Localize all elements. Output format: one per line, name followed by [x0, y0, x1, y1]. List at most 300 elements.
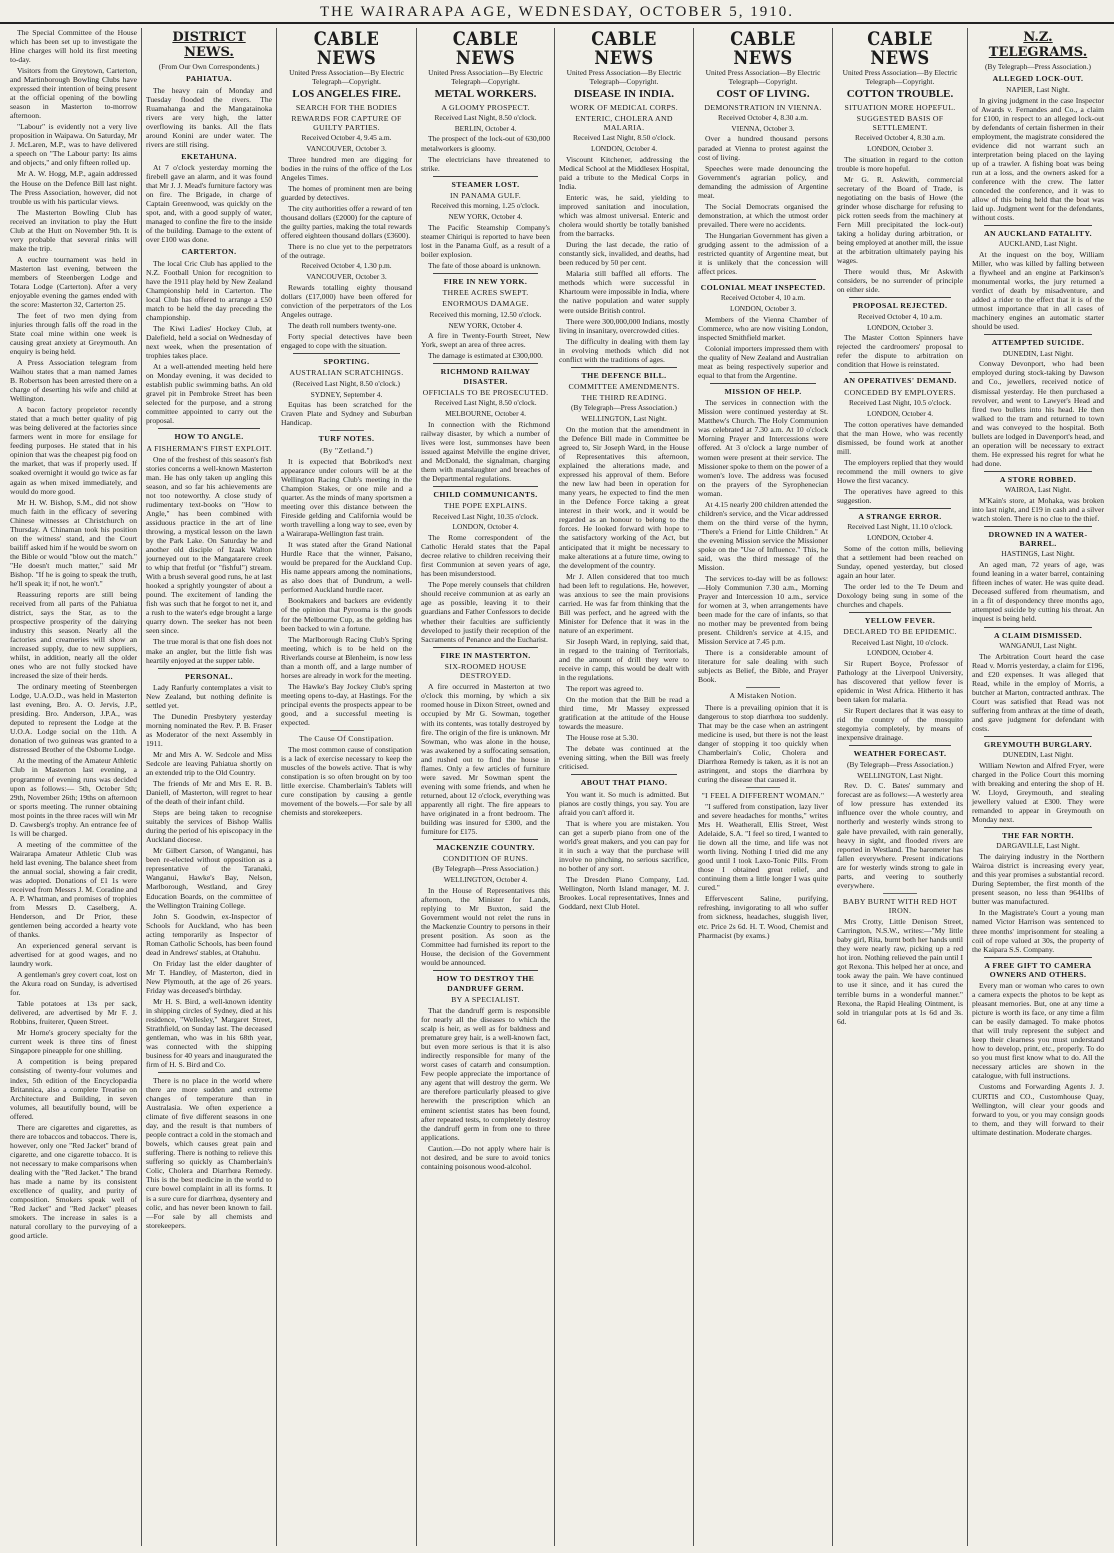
paragraph: The dairying industry in the Northern Wairoa district is increasing every year, and this year promises a substantial record. During September, the first month of the present season, no less than 9641lbs of butter was manufactured.: [972, 852, 1104, 907]
divider: [330, 730, 364, 731]
paragraph: A euchre tournament was held in Masterton last evening, between the members of Steenbergen Lodge and Totara Lodge (Carterton). After a very enjoyable evening the games ended with the score: Masterton 32, Carterton 25.: [10, 254, 137, 309]
divider: [746, 787, 780, 788]
divider: [849, 612, 951, 613]
dateline: Received this morning, 1.25 o'clock.: [431, 201, 540, 211]
story-paragraphs: [972, 560, 1104, 623]
paragraph: At a well-attended meeting held here on Monday evening, it was decided to establish public swimming baths. An old gravel pit in Pembroke Street has been selected for the purpose, and a strong committee appointed to carry out the proposal.: [146, 362, 272, 426]
paragraph: The services in connection with the Mission were continued yesterday at St. Matthew's Church. The Holy Communion was celebrated at 7.30 a.m. At 10 o'clock Morning Prayer and Intercessions were offered. At 3 o'clock a large number of women were present at their service. The Missioner spoke to them on the power of a women's love. The address was focused on the prayers of the Syrophenecian woman.: [698, 398, 828, 498]
story-headline: DISEASE IN INDIA.: [574, 88, 674, 101]
story-headline: A Mistaken Notion.: [729, 691, 797, 701]
column-6: [694, 28, 833, 1546]
paragraph: John S. Goodwin, ex-Inspector of Schools for Auckland, who has been acting temporarily as Inspector of Roman Catholic Schools, has been found dead in Andrews' stables, at Otahuhu.: [146, 911, 272, 957]
paragraph: Sir Rupert Boyce, Professor of Pathology at the Liverpool University, has discovered that yellow fever is epidemic in West Africa. Hitherto it has been taken for malaria.: [837, 659, 963, 705]
paragraph: Mrs Crotty, Little Denison Street, Carrington, N.S.W., writes:—"My little baby girl, Rita, burnt both her hands until they were nearly raw, picking up a red hot iron. Nothing relieved the pain until I got Rexona. This helped her at once, and took away the pain. We have continued to use it since, and it has cured the terrible burns in a wonderful manner." Rexona, the Rapid Healing Ointment, is sold in triangular pots at 1s 6d and 3s. 6d.: [837, 917, 963, 1026]
column-8: [968, 28, 1108, 1546]
dateline-place: SYDNEY, September 4.: [310, 389, 383, 399]
dateline: Received October 4, 10 a.m.: [857, 311, 943, 321]
paragraph: The Special Committee of the House which has been set up to investigate the Hine charges will hold its first meeting to-day.: [10, 28, 137, 65]
angle-paragraphs: [146, 455, 272, 665]
cable-news-credit: United Press Association—By Electric Telegraph—Copyright.: [289, 68, 404, 86]
personal-paragraphs: [146, 683, 272, 1069]
story-paragraphs: [281, 155, 412, 260]
paragraph: The Social Democrats organised the demonstration, at which the utmost order prevailed. There were no accidents.: [698, 201, 828, 229]
eketahuna-paragraphs: [146, 163, 272, 244]
divider: [330, 430, 364, 431]
story-subheading: IN PANAMA GULF.: [450, 190, 521, 200]
story-headline: WEATHER FORECAST.: [853, 749, 947, 759]
story-headline: COST OF LIVING.: [716, 88, 810, 101]
paragraph: Mr and Mrs A. W. Sedcole and Miss Sedcole are leaving Pahiatua shortly on an extended trip to the Old Country.: [146, 750, 272, 778]
divider: [710, 383, 816, 384]
paragraph: A Press Association telegram from Waihou states that a man named James B. Robertson has been arrested there on a charge of deserting his wife and child at Wellington.: [10, 358, 137, 404]
paragraph: "I suffered from constipation, lazy liver and severe headaches for months," writes Mrs H. Weatherall, Ellis Street, West Adelaide, S.A. "I feel so tired, I wanted to lie down all the time, and life was not worth living. Nothing I tried did me any good until I took Laxo-Tonic Pills. From those I obtained great relief, and continuing them a little longer I was quite cured.": [698, 802, 828, 893]
paragraph: The operatives have agreed to this suggestion.: [837, 486, 963, 505]
divider: [746, 687, 780, 688]
story-headline: PROPOSAL REJECTED.: [852, 301, 948, 311]
paragraph: You want it. So much is admitted. But pianos are costly things, you say. You are afraid you can't afford it.: [559, 789, 689, 817]
story-paragraphs: [837, 155, 963, 294]
paragraph: A meeting of the committee of the Wairarapa Amateur Athletic Club was held last evening. The balance sheet from the annual social, showing a fair credit, was adopted. Donations of £1 1s were received from Messrs J. M. Coradine and A. P. Whatman, and promises of trophies from Messrs D. Caselberg, A. Henderson, and Dr Prior, these gentlemen being accorded a hearty vote of thanks.: [10, 839, 137, 940]
paragraph: On the motion that the amendment in the Defence Bill made in Committee be agreed to, Sir Joseph Ward, in the House of Representatives this afternoon, explained the alterations made, and expressed his approval of them. Before the new law had been in operation for many years, he expected to find the men in the Defence Force taking a great interest in their work, and it would be regarded as an honour to belong to the forces. He looked forward with hope to the satisfactory working of the Act, but anticipated that it might be necessary to make alterations at a future time, owing to the development of the country.: [559, 425, 689, 570]
paragraph: A competition is being prepared consisting of twenty-four volumes and index, 5th edition of the Encyclopædia Britannica, also a complete Treatise on Architecture and Building, in seven volumes, all beautifully bound, will be offered.: [10, 1057, 137, 1121]
dateline: (By Telegraph—Press Association.): [571, 403, 677, 413]
paragraph: On the motion that the Bill be read a third time, Mr Massey expressed gratification at the attitude of the House towards the measure.: [559, 695, 689, 732]
dateline-place: VANCOUVER, October 3.: [306, 144, 387, 154]
divider: [849, 508, 951, 509]
dateline: Received Last Night, 8.50 o'clock.: [434, 112, 537, 122]
paragraph: There is a prevailing opinion that it is dangerous to stop diarrhœa too suddenly. That may be the case when an astringent medicine is used, but there is not the least danger of stopping it too quickly when Chamberlain's Colic, Cholera and Diarrhœa Remedy is taken, as it is not an astringent, and stops the diarrhœa by curing the disease that caused it.: [698, 702, 828, 784]
dateline-place: NEW YORK, October 4.: [448, 211, 523, 221]
dateline-place: VIENNA, October 3.: [731, 123, 795, 133]
story-paragraphs: [421, 223, 550, 270]
dateline-place: DARGAVILLE, Last Night.: [996, 841, 1080, 851]
story-headline: METAL WORKERS.: [434, 88, 537, 101]
divider: [293, 353, 400, 354]
divider: [571, 774, 677, 775]
story-headline: MISSION OF HELP.: [724, 387, 802, 397]
dateline: Received Last Night, 11.10 o'clock.: [847, 522, 953, 532]
paragraph: Lady Ranfurly contemplates a visit to New Zealand, but nothing definite is settled yet.: [146, 682, 272, 710]
paragraph: The Rome correspondent of the Catholic Herald states that the Papal decree relative to children receiving their first Communion at seven years of age, has been misunderstood.: [421, 533, 550, 579]
paragraph: The most common cause of constipation is a lack of exercise necessary to keep the muscles of the bowels active. That is why constipation is so often brought on by too little exercise. Chamberlain's Tablets will cure constipation by causing a gentle movement of the bowels.—For sale by all chemists and storekeepers.: [281, 745, 412, 818]
dateline: Received October 4, 1.30 p.m.: [301, 261, 392, 271]
dateline-place: VANCOUVER, October 3.: [306, 272, 387, 282]
paragraph: There were 300,000,000 Indians, mostly living in insanitary, overcrowded cities.: [559, 316, 689, 335]
paragraph: "Labour" is evidently not a very live proposition in Waipawa. On Saturday, Mr J. McLaren, M.P., was to have delivered a speech on "The Labour party: Its aims and objects," and only fifteen rolled up.: [10, 122, 137, 168]
story-headline: GREYMOUTH BURGLARY.: [984, 739, 1092, 749]
paragraph: Members of the Vienna Chamber of Commerce, who are now visiting London, inspected Smithfield market.: [698, 314, 828, 342]
story-subheading: BY A SPECIALIST.: [451, 994, 520, 1004]
story-subheading: WORK OF MEDICAL CORPS.: [569, 102, 679, 112]
paragraph: The cotton operatives have demanded that the man Howe, who was recently dismissed, be found work at another mill.: [837, 419, 963, 456]
dateline-place: WELLINGTON, Last Night.: [581, 414, 667, 424]
paragraph: Every man or woman who cares to own a camera expects the photos to be kept as pleasant memories. But, one at any time a picture is worth its face, or any time a film can be easily damaged. To make photos that will truly represent the subject and keep their clearness you must understand how to develop, print, etc., properly. To do so you must first know what to do. All the necessary articles are shown in the catalogue, with full instructions.: [972, 981, 1104, 1081]
paragraph: The Dunedin Presbytery yesterday morning nominated the Rev. P. B. Fraser as Moderator of the next Assembly in 1911.: [146, 711, 272, 749]
paragraph: Some of the cotton mills, believing that a settlement had been reached on Sunday, opened yesterday, but closed again an hour later.: [837, 543, 963, 580]
paragraph: In giving judgment in the case Inspector of Awards v. Fernandes and Co., a claim for £100, in respect to an alleged lock-out by defendants of certain fishermen in their employment, the magistrate considered the evidence did not warrant such an interpretation being placed on the laying up of a trawler. A fishing boat was being run at a loss, and the owners asked for a conference with the crew. The latter conceded the conference, and it was to allow of this being held that the boat was laid up. Judgment went for the defendants, without costs.: [972, 95, 1104, 222]
story-subheading: SEARCH FOR THE BODIES: [295, 102, 398, 112]
divider: [984, 225, 1092, 226]
story-headline: The Cause Of Constipation.: [299, 733, 394, 743]
divider: [849, 372, 951, 373]
district-news-title: DISTRICT NEWS.: [172, 30, 246, 61]
paragraph: Malaria still baffled all efforts. The methods which were successful in Khartoum were impossible in India, where the native population and water supply were outside British control.: [559, 269, 689, 315]
paragraph: Mr J. Allen considered that too much had been left to regulations. He, however, was anxious to see the main provisions carried. He was far from thinking that the Bill was perfect, and he agreed with the Minister for Defence that it was in the nature of an experiment.: [559, 571, 689, 635]
dateline: Received Last Night, 10 o'clock.: [851, 637, 949, 647]
story-headline: A STORE ROBBED.: [999, 474, 1077, 484]
cable-news-credit: United Press Association—By Electric Telegraph—Copyright.: [705, 68, 821, 86]
divider: [433, 839, 538, 840]
paragraph: Mr Horne's grocery specialty for the current week is three tins of finest Singapore pineapple for one shilling.: [10, 1028, 137, 1056]
paragraph: Conway Devonport, who had been employed during stock-taking by Dawson and Co., jewellers, received notice of dismissal yesterday. He then purchased a revolver, and went to Lawyer's Head and fired two bullets into his head. He then walked to the tram and returned to town and was conveyed to the hospital. Both bullets are lodged in Davenport's head, and an operation will be necessary to extract them. He expressed his regret for what he had done.: [972, 359, 1104, 468]
cable-news-title: CABLE NEWS: [313, 28, 380, 69]
dateline: (By Telegraph—Press Association.): [847, 759, 953, 769]
column-2: [142, 28, 277, 1546]
divider: [883, 893, 917, 894]
story-paragraphs: [972, 852, 1104, 953]
paragraph: The death roll numbers twenty-one.: [288, 321, 397, 331]
story-headline: COTTON TROUBLE.: [846, 88, 954, 101]
story-subheading: SIX-ROOMED HOUSE DESTROYED.: [444, 661, 527, 681]
paragraph: The Pacific Steamship Company's steamer Chiriqui is reported to have been lost in the Panama Gulf, as a result of a boiler explosion.: [421, 222, 550, 259]
divider: [984, 957, 1092, 958]
paragraph: The Hungarian Government has given a grudging assent to the admission of a restricted quantity of Argentine meat, but it is unlikely that the concession will affect prices.: [698, 230, 828, 276]
divider: [710, 279, 816, 280]
dateline: Received Last Night, 10.5 o'clock.: [848, 398, 952, 408]
paragraph: During the last decade, the ratio of constantly sick, invalided, and deaths, had been reduced by 50 per cent.: [559, 240, 689, 268]
dateline-place: LONDON, October 3.: [729, 304, 797, 314]
story-subheading: ENORMOUS DAMAGE.: [442, 299, 529, 309]
paragraph: One of the freshest of this season's fish stories concerns a well-known Masterton man. He has only taken up angling this season, and so far his achievements are not too noteworthy. A close study of rudimentary text-books on "How to Angle," has been combined with assiduous practice in the art of line throwing, a mystical lesson on the lawn by the Park Lake. On Saturday he and another old disciple of Izaak Walton journeyed out to the Mangatarere creek to whip that fretful (or "fishful") stream. With a brush several good runs, he at last hooked a sprightly youngster of about a pound. The excitement of landing the fish was such that he forgot to net it, and a rush to the water's edge brought a large quarry down. The seeker has not been seen since.: [146, 454, 272, 636]
dateline: Received October 4, 10 a.m.: [720, 293, 806, 303]
cable-news-title: CABLE NEWS: [867, 28, 933, 69]
paragraph: Equitas has been scratched for the Craven Plate and Sydney and Suburban Handicap.: [281, 400, 412, 428]
masthead: THE WAIRARAPA AGE, WEDNESDAY, OCTOBER 5, 1910.: [0, 0, 1114, 24]
story-paragraphs: [281, 283, 412, 350]
story-subheading: THE POPE EXPLAINS.: [443, 501, 528, 511]
divider: [433, 273, 538, 274]
paragraph: The employers replied that they would recommend the mill owners to give Howe the first vacancy.: [837, 457, 963, 485]
dateline: Received Last Night, 10.35 o'clock.: [432, 511, 539, 521]
story-paragraphs: [698, 703, 828, 784]
dateline-place: WELLINGTON, October 4.: [443, 875, 528, 885]
dateline-place: DUNEDIN, Last Night.: [1002, 750, 1074, 760]
cable-news-credit: United Press Association—By Electric Telegraph—Copyright.: [842, 68, 958, 86]
paragraph: The true moral is that one fish does not make an angler, but the little fish was heartily enjoyed at the supper table.: [146, 637, 272, 665]
place-heading-eketahuna: EKETAHUNA.: [181, 151, 237, 161]
paragraph: Customs and Forwarding Agents J. J. CURTIS and CO., Customhouse Quay, Wellington, will clear your goods and forward to you, or you may consign goods to them, and they will forward to their ultimate destination. Moderate charges.: [972, 1082, 1104, 1137]
story-headline: ATTEMPTED SUICIDE.: [991, 338, 1085, 348]
paragraph: The Hawke's Bay Jockey Club's spring meeting opens to-day, at Hastings. For the principal events the prospects appear to be good, and a successful meeting is expected.: [281, 681, 412, 727]
dateline-place: WANGANUI, Last Night.: [999, 640, 1077, 650]
story-subheading: THE THIRD READING.: [581, 393, 667, 403]
col1-paragraphs: [10, 28, 137, 1240]
place-heading-carterton: CARTERTON.: [181, 247, 237, 257]
column-3: [277, 28, 417, 1546]
story-headline: CHILD COMMUNICANTS.: [433, 490, 538, 500]
paragraph: There is a considerable amount of literature for sale dealing with such subjects as Belief, the Bible, and Prayer Book.: [698, 648, 828, 685]
cable-news-title: CABLE NEWS: [730, 28, 796, 69]
paragraph: The difficulty in dealing with them lay in evolving methods which did not conflict with the traditions of ages.: [559, 336, 689, 364]
story-subheading: DECLARED TO BE EPIDEMIC.: [843, 627, 957, 637]
paragraph: It was stated after the Grand National Hurdle Race that the winner, Paisano, would be prepared for the Auckland Cup. His name appears among the nominations, as also does that of Dundrum, a well-performed Auckland hurdle racer.: [281, 540, 412, 595]
paragraph: The fate of those aboard is unknown.: [428, 260, 541, 270]
story-paragraphs: [281, 745, 412, 817]
story-headline: TURF NOTES.: [318, 434, 375, 444]
story-paragraphs: [698, 134, 828, 275]
story-subheading: AUSTRALIAN SCRATCHINGS.: [289, 368, 404, 378]
story-subheading: SITUATION MORE HOPEFUL.: [844, 102, 956, 112]
story-paragraphs: [972, 359, 1104, 467]
byline: (By "Zetland."): [320, 445, 373, 455]
paragraph: The situation in regard to the cotton trouble is more hopeful.: [837, 155, 963, 174]
story-headline: A CLAIM DISMISSED.: [993, 630, 1082, 640]
paragraph: At 4.15 nearly 200 children attended the children's service, and the Vicar addressed them on the third verse of the hymn, "There's a Friend for Little Children." At the evening Mission service the Missioner spoke on the "Use of Influence." This, he said, was the third message of the Mission.: [698, 499, 828, 572]
dateline-place: MELBOURNE, October 4.: [445, 409, 526, 419]
newspaper-columns: [6, 28, 1108, 1546]
paragraph: Visitors from the Greytown, Carterton, and Martinborough Bowling Clubs have expressed their intention of being present at the official opening of the bowling season in Masterton to-morrow afternoon.: [10, 66, 137, 121]
divider: [849, 745, 951, 746]
paragraph: It is expected that Bobrikod's next appearance under colours will be at the Wellington Racing Club's meeting in the Champion Stakes, or one mile and a quarter. As the minds of many sportsmen a meeting over this distance between the Fireside gelding and California would be worth travelling a long way to see, even by a Wairarapa-Wellington fast train.: [281, 456, 412, 539]
cable-news-credit: United Press Association—By Electric Telegraph—Copyright.: [566, 68, 682, 86]
advert-text: There is no place in the world where there are more sudden and extreme changes of temperature than in Australasia. We often experience a climate of five different seasons in one day, and the result is that numbers of people contract a cold in the stomach and bowels, which causes great pain and suffering. There is nothing to relieve this suffering so quickly as Chamberlain's Colic, Cholera and Diarrhœa Remedy. This is the best medicine in the world to cure bowel complaint in all its forms. It is a sure cure for diarrhœa, dysentery and colic, and has never been known to fail.—For sale by all chemists and storekeepers.: [146, 1076, 272, 1230]
dateline-place: HASTINGS, Last Night.: [1001, 549, 1075, 559]
story-paragraphs: [559, 790, 689, 911]
story-subheading: OFFICIALS TO BE PROSECUTED.: [422, 387, 549, 397]
column-5: [555, 28, 694, 1546]
paragraph: Viscount Kitchener, addressing the Medical School at the Middlesex Hospital, paid a tribute to the Medical Corps in India.: [559, 155, 689, 192]
story-headline: AN OPERATIVES' DEMAND.: [843, 376, 957, 386]
story-subheading: ENTERIC, CHOLERA AND MALARIA.: [575, 113, 673, 133]
paragraph: The Arbitration Court heard the case Read v. Morris yesterday, a claim for £196, and £20 expenses. It was alleged that Read, while in the employ of Morris, a butcher at Marton, contracted anthrax. The Court was satisfied that Read was not suffering from anthrax at the time of death, and gave judgment for defendant with costs.: [972, 651, 1104, 733]
paragraph: The city authorities offer a reward of ten thousand dollars (£2000) for the capture of the guilty parties, making the total rewards offered eighteen thousand dollars (£3600).: [281, 204, 412, 241]
story-headline: STEAMER LOST.: [451, 179, 520, 189]
story-subheading: DEMONSTRATION IN VIENNA.: [704, 102, 822, 112]
dateline-place: LONDON, October 3.: [866, 322, 934, 332]
paragraph: Over a hundred thousand persons paraded at Vienna to protest against the cost of living.: [698, 134, 828, 162]
paragraph: Three hundred men are digging for bodies in the ruins of the office of the Los Angeles Times.: [281, 155, 412, 183]
paragraph: The debate was continued at the evening sitting, when the Bill was freely criticised.: [559, 744, 689, 772]
story-paragraphs: [281, 400, 412, 427]
dateline-place: DUNEDIN, Last Night.: [1002, 348, 1074, 358]
story-subheading: SUGGESTED BASIS OF SETTLEMENT.: [856, 113, 944, 133]
dateline: Received Last Night, 8.50 o'clock.: [572, 133, 676, 143]
paragraph: The homes of prominent men are being guarded by detectives.: [281, 184, 412, 203]
paragraph: In the House of Representatives this afternoon, the Minister for Lands, replying to Mr Buxton, said the Government would not relet the runs in the Mackenzie Country to persons in their present position. As soon as the Committee had furnished its report to the House, the decision of the Government would be announced.: [421, 886, 550, 968]
dateline-place: LONDON, October 3.: [866, 144, 934, 154]
paragraph: At the inquest on the boy, William Miller, who was killed by falling between a flywheel and an engine at Parkinson's monumental works, the jury returned a verdict of death by misadventure, and added a rider to the effect that it is of the utmost importance that in all cases of machinery engines an automatic starter should be used.: [972, 250, 1104, 332]
story-headline: ABOUT THAT PIANO.: [580, 778, 668, 788]
paragraph: The damage is estimated at £300,000.: [428, 351, 543, 361]
paragraph: At 7 o'clock yesterday morning the firebell gave an alarm, and it was found that Mr J. J. Mead's furniture factory was on fire. The Brigade, in charge of Captain Greenwood, was quickly on the spot, and, with a good supply of water, managed to confine the fire to the inside of the building. Damage to the extent of over £100 was done.: [146, 163, 272, 245]
paragraph: Table potatoes at 13s per sack, delivered, are advertised by Mr F. J. Robbins, fruiterer, Queen Street.: [10, 999, 137, 1027]
paragraph: Bookmakers and backers are evidently of the opinion that Pyrooma is the goods for the Melbourne Cup, as the gelding has been backed to win a fortune.: [281, 596, 412, 633]
paragraph: In connection with the Richmond railway disaster, by which a number of lives were lost, summonses have been issued against Melville the engine driver, and McDonald, the signalman, charging them with manslaughter and breaches of the Departmental regulations.: [421, 419, 550, 484]
divider: [984, 471, 1092, 472]
angle-subheading: A FISHERMAN'S FIRST EXPLOIT.: [146, 443, 272, 453]
column-7: [833, 28, 968, 1546]
dateline: Received this morning, 12.50 o'clock.: [429, 309, 542, 319]
divider: [433, 176, 538, 177]
story-subheading: CONDITION OF RUNS.: [442, 854, 529, 864]
story-headline: FIRE IN MASTERTON.: [440, 650, 531, 660]
story-headline: A STRANGE ERROR.: [858, 511, 942, 521]
paragraph: The prospect of the lock-out of 630,000 metalworkers is gloomy.: [421, 134, 550, 153]
column-1: [6, 28, 142, 1546]
story-paragraphs: [421, 134, 550, 172]
personal-heading: PERSONAL.: [184, 671, 233, 681]
paragraph: The electricians have threatened to strike.: [421, 154, 550, 173]
story-headline: HOW TO DESTROY THE DANDRUFF GERM.: [436, 974, 535, 993]
paragraph: Mr A. W. Hogg, M.P., again addressed the House on the Defence Bill last night. The Press Association, however, did not trouble us with his particular views.: [10, 169, 137, 206]
paragraph: The heavy rain of Monday and Tuesday flooded the rivers. The Ruamahanga and the Mangatainoka rivers are very high, the latter overflowing its banks. All the flats around Konini are under water. The rivers are still rising.: [146, 85, 272, 149]
story-paragraphs: [837, 333, 963, 369]
dateline-place: LONDON, October 4.: [866, 533, 934, 542]
dateline: Received Last Night, 8.50 o'clock.: [434, 398, 537, 408]
paragraph: An experienced general servant is advertised for at good wages, and no laundry work.: [10, 941, 137, 969]
story-paragraphs: [837, 420, 963, 505]
paragraph: The Kiwi Ladies' Hockey Club, at Dalefield, held a social on Wednesday of next week, when the presentation of trophies takes place.: [146, 323, 272, 361]
paragraph: Sir Joseph Ward, in replying, said that, in regard to the training of Territorials, and the amount of drill they were to receive in camp, this would be dealt with in the regulations.: [559, 636, 689, 682]
dateline-place: LONDON, October 4.: [866, 648, 934, 658]
carterton-paragraphs: [146, 259, 272, 426]
paragraph: The feet of two men dying from injuries through falls off the road in the State coal mine within one week is causing great anxiety at Greymouth. An enquiry is being held.: [10, 310, 137, 357]
story-paragraphs: [972, 496, 1104, 523]
story-paragraphs: [281, 457, 412, 727]
divider: [158, 428, 260, 429]
paragraph: Colonial importers impressed them with the quality of New Zealand and Australian meat as being respectively superior and equal to that from the Argentine.: [698, 343, 828, 381]
story-paragraphs: [837, 781, 963, 889]
cable-news-credit: United Press Association—By Electric Telegraph—Copyright.: [428, 68, 543, 86]
dateline: Received October 4, 8.30 a.m.: [718, 112, 808, 122]
paragraph: M'Kain's store, at Mohaka, was broken into last night, and £19 in cash and a silver watch stolen. There is no clue to the thief.: [972, 495, 1104, 523]
story-headline: AN AUCKLAND FATALITY.: [984, 228, 1092, 238]
dateline: Received October 4, 9.45 a.m.: [301, 133, 392, 143]
story-subheading: A GLOOMY PROSPECT.: [441, 102, 530, 112]
paragraph: The local Cric Club has applied to the N.Z. Football Union for recognition to have the 1911 play held by New Zealand Championship held in Carterton. The local Club has offered to arrange a £50 match to be held the day preceding the championship.: [146, 258, 272, 322]
dateline-place: LONDON, October 4.: [866, 408, 934, 418]
story-headline: RICHMOND RAILWAY DISASTER.: [440, 367, 531, 386]
paragraph: A bacon factory proprietor recently stated that a much better quality of pig was being delivered at the factories since farmers went in more for ensilage for feeding purposes. He stated that in his opinion that was the cheapest pig food on the market, that was if properly used. If soaked overnight it would go twice as far again as when mixed immediately, and would do more good.: [10, 405, 137, 496]
story-headline: THE FAR NORTH.: [1002, 831, 1074, 841]
divider: [849, 297, 951, 298]
paragraph: Forty special detectives have been engaged to cope with the situation.: [281, 332, 412, 351]
paragraph: The Dresden Piano Company, Ltd. Wellington, North Island manager, M. J. Brookes. Local representatives, Innes and Goddard, next Club Hotel.: [559, 874, 689, 911]
paragraph: Sir Rupert declares that it was easy to rid the country of the mosquito stegomyia completely, by means of inexpensive drainage.: [837, 706, 963, 743]
paragraph: Steps are being taken to recognise suitably the services of Bishop Wallis during the period of his episcopacy in the Auckland diocese.: [146, 808, 272, 845]
story-headline: "I FEEL A DIFFERENT WOMAN.": [701, 790, 825, 800]
divider: [984, 526, 1092, 527]
paragraph: Caution.—Do not apply where hair is not desired, and be sure to avoid tonics containing poisonous wood-alcohol.: [421, 1143, 550, 1171]
story-headline: ALLEGED LOCK-OUT.: [992, 74, 1084, 84]
story-paragraphs: [421, 682, 550, 836]
paragraph: Mr H. S. Bird, a well-known identity in shipping circles of Sydney, died at his residence, "Wellesley," Margaret Street, Strathfield, on Sunday last. The deceased gentleman, who was in his 68th year, was connected with the shipping business for 40 years and inaugurated the firm of H. S. Bird and Co.: [146, 996, 272, 1070]
story-paragraphs: [421, 420, 550, 483]
story-headline: LOS ANGELES FIRE.: [292, 88, 401, 101]
story-paragraphs: [972, 652, 1104, 733]
column-4: [417, 28, 555, 1546]
divider: [984, 627, 1092, 628]
paragraph: A fire in Twenty-Fourth Street, New York, swept an area of three acres.: [421, 331, 550, 350]
story-paragraphs: [972, 981, 1104, 1137]
paragraph: At the meeting of the Amateur Athletic Club in Masterton last evening, a programme of evening runs was decided upon as follows:— 5th, October 5th; 29th, November 26th; 19ths on afternoon or sports meeting. The runner obtaining most points in the three races will win Mr D. Cawsberg's trophy. An entrance fee of 1s will be charged.: [10, 756, 137, 838]
dateline: (By Telegraph—Press Association.): [432, 864, 539, 874]
story-paragraphs: [698, 315, 828, 380]
story-paragraphs: [421, 1006, 550, 1171]
paragraph: An aged man, 72 years of age, was found leaning in a water barrel, containing fifteen inches of water. He was quite dead. Deceased suffered from rheumatism, and in a fit of despondency three months ago, attempted suicide by cutting his throat. An inquest is being held.: [972, 560, 1104, 624]
story-headline: YELLOW FEVER.: [864, 616, 936, 626]
story-paragraphs: [559, 425, 689, 771]
dateline-place: NAPIER, Last Night.: [1006, 84, 1070, 94]
divider: [984, 827, 1092, 828]
dateline-place: LONDON, October 4.: [590, 144, 658, 154]
story-paragraphs: [837, 659, 963, 742]
divider: [984, 334, 1092, 335]
story-paragraphs: [837, 544, 963, 609]
paragraph: William Newton and Alfred Fryer, were charged in the Police Court this morning with breaking and entering the shop of H. W. Lloyd, Greymouth, and stealing jewellery valued at £300. They were remanded to appear in Greymouth on Monday next.: [972, 760, 1104, 825]
divider: [433, 970, 538, 971]
story-headline: SPORTING.: [323, 357, 370, 367]
paragraph: There are cigarettes and cigarettes, as there are tobaccos and tobaccos. There is, however, only one "Red Jacket" brand of cigarette, and one cigarette tobacco. It is not necessary to make comparisons when dealing with the "Red Jacket." The brand has made a name by its consistent excellence of quality, and purity of composition. Smokers speak well of "Red Jacket" and "Red Jacket" pleases smokers. The increase in sales is a natural corollary to the purveying of a good article.: [10, 1122, 137, 1241]
divider: [984, 736, 1092, 737]
divider: [433, 647, 538, 648]
nz-telegrams-credit: (By Telegraph—Press Association.): [985, 61, 1091, 71]
story-headline: FIRE IN NEW YORK.: [443, 276, 528, 286]
angle-heading: HOW TO ANGLE.: [174, 432, 244, 442]
divider: [158, 1072, 260, 1073]
cable-news-title: CABLE NEWS: [452, 28, 519, 69]
story-paragraphs: [837, 917, 963, 1025]
paragraph: That the dandruff germ is responsible for nearly all the diseases to which the scalp is heir, as well as for baldness and premature grey hair, is a well-known fact, but even more serious is that it is also indirectly responsible for many of the worst cases of catarrh and consumption. Few people appreciate the importance of any agent that will destroy the germ. We are therefore particularly pleased to give herewith the prescription which an eminent scientist states has been found, after repeated tests, to completely destroy the dandruff germ in from one to three applications.: [421, 1006, 550, 1142]
paragraph: Mr H. W. Bishop, S.M., did not show much faith in the efficacy of severing Chinese witnesses at Christchurch on Thursday. A Chinaman took his position on the witness' stand, and the Court bailiff asked him if he would be sworn on the Bible or would "blow out the match." "He doesn't much matter," said Mr Bishop. "If he is going to speak the truth, he'll speak it; if not, he won't.": [10, 497, 137, 588]
place-heading-pahiatua: PAHIATUA.: [186, 74, 232, 84]
story-subheading: CONCEDED BY EMPLOYERS.: [844, 387, 956, 397]
paragraph: Rewards totalling eighty thousand dollars (£17,000) have been offered for conviction of the perpetrators of the Los Angeles outrage.: [281, 282, 412, 320]
paragraph: The report was agreed to.: [566, 683, 644, 693]
story-subheading: THREE ACRES SWEPT.: [442, 288, 529, 298]
paragraph: There would thus, Mr Askwith considers, be no surrender of principle on either side.: [837, 267, 963, 295]
paragraph: Speeches were made denouncing the Government's agrarian policy, and demanding the admission of Argentine meat.: [698, 163, 828, 200]
story-subheading: COMMITTEE AMENDMENTS.: [568, 381, 680, 391]
story-paragraphs: [421, 533, 550, 643]
paragraph: On Friday last the elder daughter of Mr T. Handley, of Masterton, died in New Plymouth, at the age of 26 years. Friday was deceased's birthday.: [146, 958, 272, 995]
pahiatua-paragraphs: [146, 86, 272, 149]
paragraph: There is no clue yet to the perpetrators of the outrage.: [281, 242, 412, 261]
paragraph: Mr Gilbert Carson, of Wanganui, has been re-elected without opposition as a representative of the Taranaki, Wanganui, Hawke's Bay, Nelson, Marlborough, Westland, and Grey Education Boards, on the committee of the Wellington Training College.: [146, 846, 272, 910]
paragraph: The Marlborough Racing Club's Spring meeting, which is to be held on the Riverlands course at Blenheim, is now less than a month off, and a large number of horses are already in work for the meeting.: [281, 634, 412, 680]
nz-telegrams-title: N.Z. TELEGRAMS.: [988, 30, 1088, 61]
paragraph: The Master Cotton Spinners have rejected the cardroomers' proposal to refer the dispute to arbitration on condition that Howe is reinstated.: [837, 333, 963, 370]
divider: [433, 363, 538, 364]
story-subheading: REWARDS FOR CAPTURE OF GUILTY PARTIES.: [291, 113, 402, 133]
paragraph: The ordinary meeting of Steenbergen Lodge, U.A.O.D., was held in Masterton last evening, Bro. A. O. Jervis, J.P., presiding. Bro. Anderson, J.P.A., was deputed to represent the Lodge at the U.O.A. Lodge social on the 11th. A donation of two guineas was granted to a distressed Brother of the Osborne Lodge.: [10, 682, 137, 755]
story-paragraphs: [972, 761, 1104, 824]
divider: [433, 486, 538, 487]
dateline-place: WELLINGTON, Last Night.: [857, 770, 943, 780]
story-paragraphs: [972, 96, 1104, 222]
cable-news-title: CABLE NEWS: [591, 28, 657, 69]
paragraph: Mr G. R. Askwith, commercial secretary of the Board of Trade, is negotiating on the basis of Howe (the grinder whose discharge for refusing to pick rotten seeds from the machinery at Fern Mill precipitated the lock-out) taking a holiday during arbitration, or being employed at another mill, the issue at the arbitration ultimately paying his wages.: [837, 175, 963, 266]
story-headline: COLONIAL MEAT INSPECTED.: [700, 282, 826, 292]
story-paragraphs: [421, 331, 550, 360]
story-headline: A FREE GIFT TO CAMERA OWNERS AND OTHERS.: [984, 960, 1092, 979]
story-paragraphs: [972, 250, 1104, 331]
paragraph: The Masterton Bowling Club has received an invitation to play the Hutt Club at the Hutt on November 9th. It is very probable that several rinks will make the trip.: [10, 207, 137, 253]
story-paragraphs: [421, 886, 550, 967]
dateline-place: AUCKLAND, Last Night.: [998, 239, 1078, 249]
story-headline: THE DEFENCE BILL.: [581, 370, 667, 380]
divider: [158, 668, 260, 669]
